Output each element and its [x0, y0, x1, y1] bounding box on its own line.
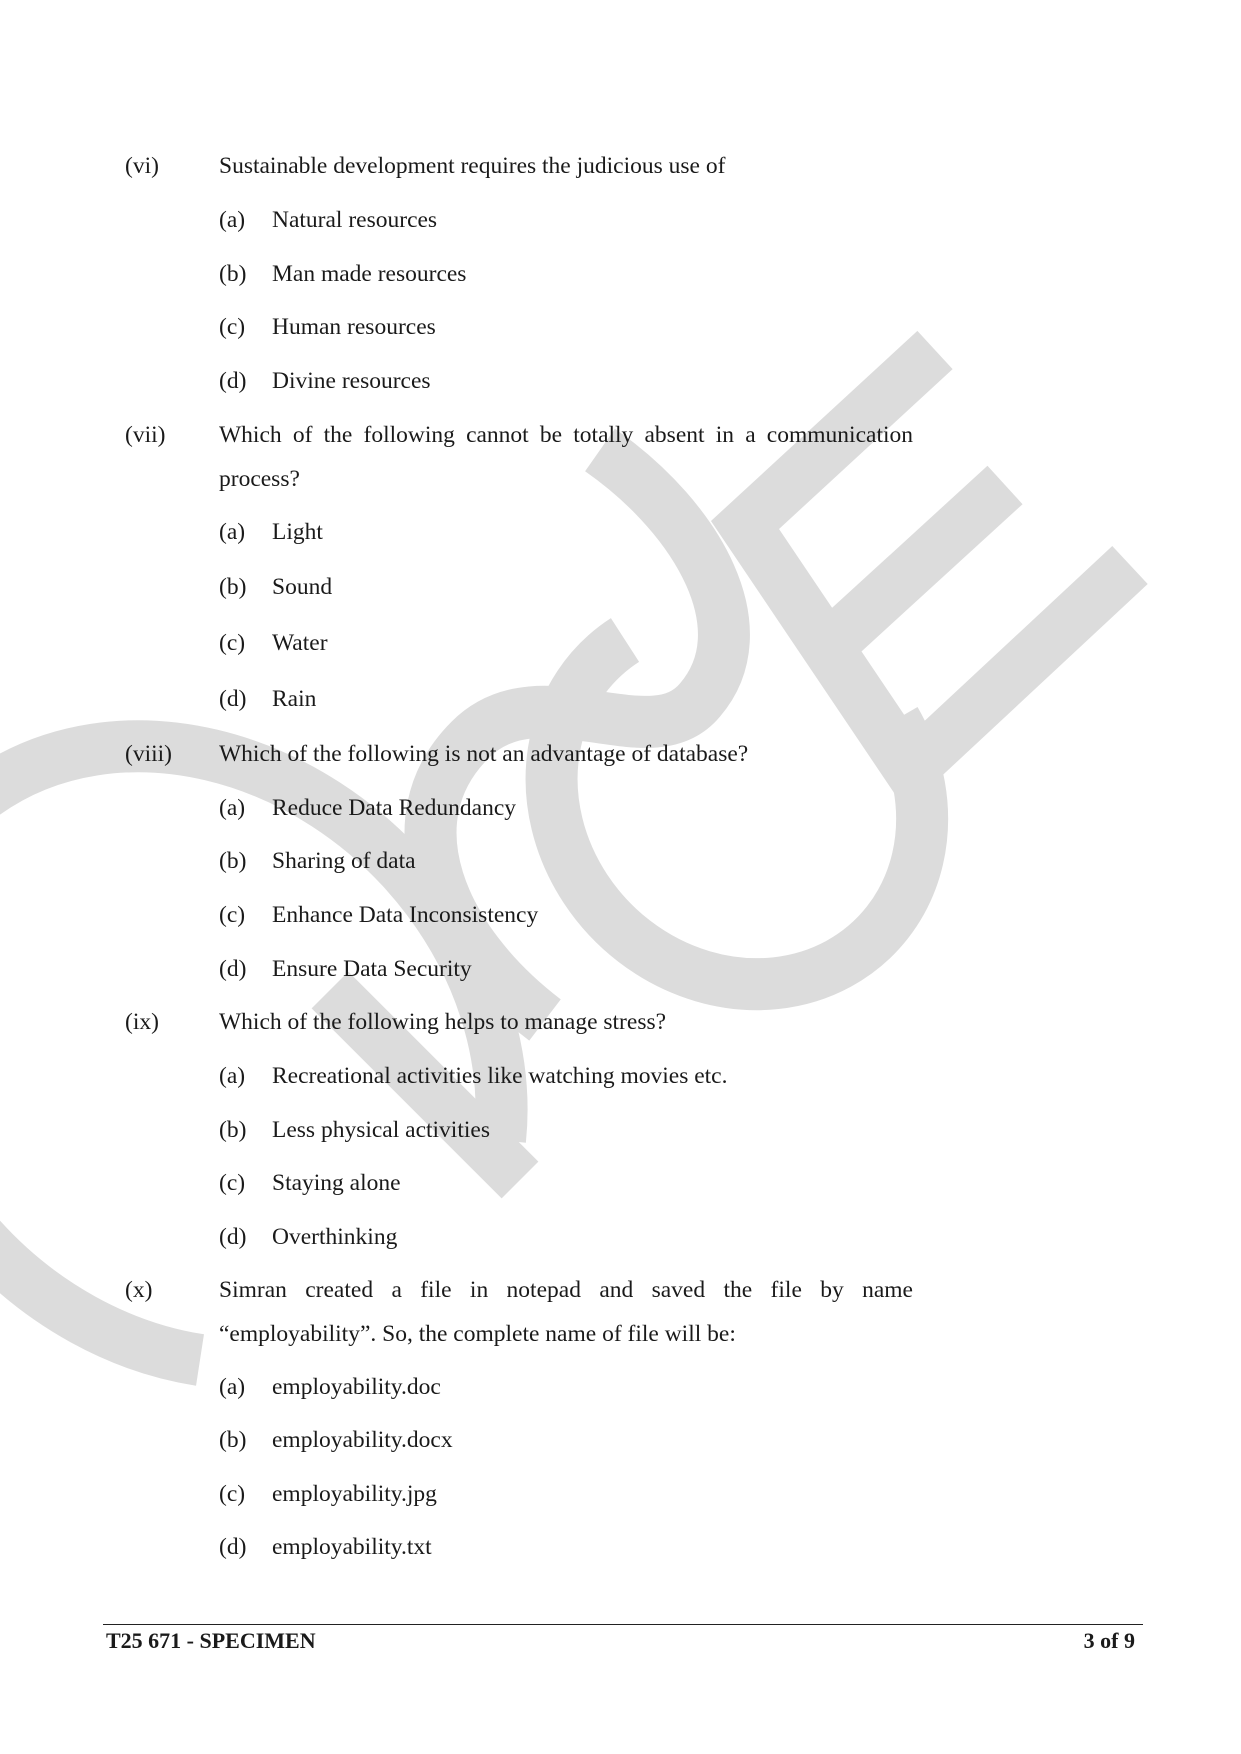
- question-number: (vi): [125, 153, 159, 179]
- question-text: Which of the following helps to manage stress?: [219, 1009, 667, 1035]
- option-label: (d): [219, 956, 247, 982]
- option-label: (a): [219, 1063, 246, 1089]
- question-number: (viii): [125, 741, 172, 767]
- question-text: Which of the following is not an advantage of database?: [219, 741, 749, 767]
- option-label: (b): [219, 574, 247, 600]
- option-text: employability.jpg: [272, 1481, 437, 1507]
- option-label: (b): [219, 848, 247, 874]
- page-indicator: 3 of 9: [1083, 1628, 1135, 1653]
- footer-divider: [103, 1624, 1143, 1625]
- option-text: Enhance Data Inconsistency: [272, 902, 539, 928]
- question-number: (ix): [125, 1009, 159, 1035]
- option-text: Sharing of data: [272, 848, 416, 874]
- option-text: Staying alone: [272, 1170, 401, 1196]
- option-label: (c): [219, 314, 246, 340]
- option-text: Overthinking: [272, 1224, 398, 1250]
- option-label: (a): [219, 1374, 246, 1400]
- option-label: (d): [219, 1224, 247, 1250]
- option-text: employability.doc: [272, 1374, 441, 1400]
- question-text: Simran created a file in notepad and saved the file by name “employability”. So, the complete name of file will be:: [219, 1277, 913, 1347]
- option-label: (b): [219, 1427, 247, 1453]
- option-text: Rain: [272, 686, 317, 712]
- option-label: (a): [219, 795, 246, 821]
- option-text: Divine resources: [272, 368, 431, 394]
- option-text: Light: [272, 519, 323, 545]
- paper-code: T25 671 - SPECIMEN: [106, 1628, 316, 1653]
- option-text: Sound: [272, 574, 333, 600]
- option-text: Less physical activities: [272, 1117, 490, 1143]
- option-text: Man made resources: [272, 261, 467, 287]
- option-text: employability.docx: [272, 1427, 453, 1453]
- option-label: (d): [219, 368, 247, 394]
- option-text: employability.txt: [272, 1534, 432, 1560]
- option-text: Human resources: [272, 314, 436, 340]
- option-label: (a): [219, 519, 246, 545]
- option-text: Water: [272, 630, 328, 656]
- question-number: (x): [125, 1277, 153, 1303]
- option-label: (b): [219, 261, 247, 287]
- option-text: Recreational activities like watching movies etc.: [272, 1063, 728, 1089]
- option-label: (c): [219, 1170, 246, 1196]
- question-text: Sustainable development requires the judicious use of: [219, 153, 726, 179]
- question-number: (vii): [125, 422, 166, 448]
- option-label: (a): [219, 207, 246, 233]
- option-label: (c): [219, 1481, 246, 1507]
- option-label: (c): [219, 630, 246, 656]
- option-text: Natural resources: [272, 207, 438, 233]
- option-text: Ensure Data Security: [272, 956, 472, 982]
- option-label: (d): [219, 1534, 247, 1560]
- option-label: (b): [219, 1117, 247, 1143]
- option-label: (d): [219, 686, 247, 712]
- option-text: Reduce Data Redundancy: [272, 795, 517, 821]
- option-label: (c): [219, 902, 246, 928]
- question-text: Which of the following cannot be totally absent in a communication process?: [219, 422, 913, 492]
